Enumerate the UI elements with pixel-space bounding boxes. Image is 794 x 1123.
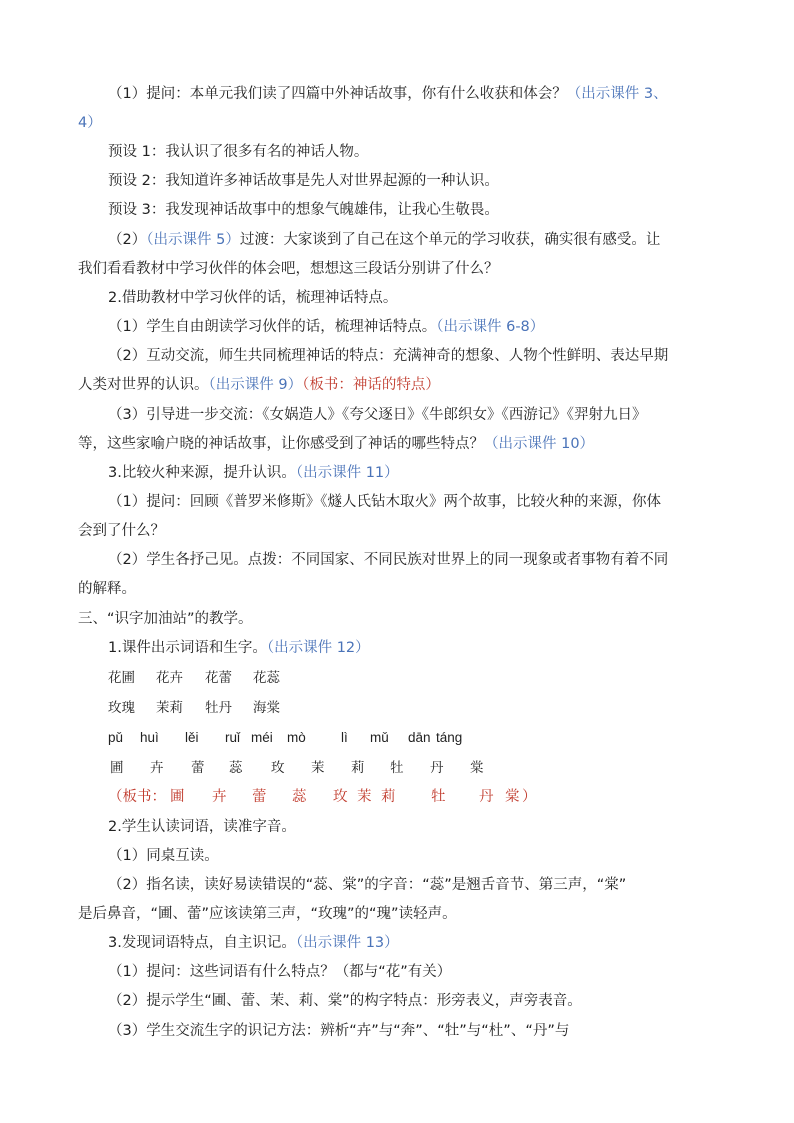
para-line: 的解释。 [78,581,136,597]
word: 茉莉 [156,700,183,716]
pinyin: méi [251,730,273,745]
courseware-ref: （出示课件 9） [208,377,303,393]
para-line: 我们看看教材中学习伙伴的体会吧，想想这三段话分别讲了什么？ [78,261,499,277]
char: 茉 [311,760,325,776]
board-note: （板书：神话的特点） [302,377,440,393]
pinyin: ruǐ [225,730,241,745]
pinyin: dān [408,730,431,745]
board-close: ） [522,789,537,805]
section-title: 三、“识字加油站”的教学。 [78,611,253,627]
word: 花蕾 [205,670,232,686]
para-line: （1）学生自由朗读学习伙伴的话，梳理神话特点。（出示课件 6-8） [108,319,545,335]
section-heading: 2.借助教材中学习伙伴的话，梳理神话特点。 [108,290,398,306]
courseware-ref: （出示课件 5） [146,232,240,248]
word: 花卉 [156,670,183,686]
char: 棠 [470,760,484,776]
board-char: 卉 [212,789,227,805]
board-char: 莉 [381,789,396,805]
char: 牡 [390,760,404,776]
para-line: 等，这些家喻户晓的神话故事，让你感受到了神话的哪些特点？（出示课件 10） [78,436,595,452]
para-line: （1）提问：这些词语有什么特点？（都与“花”有关） [108,964,452,980]
para-line: （2）（出示课件 5）过渡：大家谈到了自己在这个单元的学习收获，确实很有感受。让 [108,232,661,248]
para-line: 是后鼻音，“圃、蕾”应该读第三声，“玫瑰”的“瑰”读轻声。 [78,906,457,922]
char: 圃 [110,760,124,776]
word: 牡丹 [205,700,232,716]
para-line: （3）学生交流生字的识记方法：辨析“卉”与“奔”、“牡”与“杜”、“丹”与 [108,1023,570,1039]
char: 卉 [150,760,164,776]
section-heading: 1.课件出示词语和生字。（出示课件 12） [108,640,370,656]
para-line: （2）提示学生“圃、蕾、茉、莉、棠”的构字特点：形旁表义，声旁表音。 [108,993,582,1009]
courseware-ref: （出示课件 3、 [566,86,668,102]
char: 蕾 [191,760,205,776]
courseware-ref: 4） [78,115,102,131]
word: 玫瑰 [108,700,135,716]
para-line: （3）引导进一步交流：《女娲造人》《夸父逐日》《牛郎织女》《西游记》《羿射九日》 [108,407,647,423]
board-char: 玫 [333,789,348,805]
para-line: （2）互动交流，师生共同梳理神话的特点：充满神奇的想象、人物个性鲜明、表达早期 [108,348,669,364]
board-char: 茉 [357,789,372,805]
board-open: （板书： [108,789,166,805]
word: 花蕊 [253,670,280,686]
section-heading: 3.比较火种来源，提升认识。（出示课件 11） [108,465,399,481]
pinyin: lěi [185,730,199,745]
section-heading: 2.学生认读词语，读准字音。 [108,819,296,835]
board-char: 棠 [505,789,520,805]
char: 蕊 [229,760,243,776]
preset-2: 预设 2：我知道许多神话故事是先人对世界起源的一种认识。 [108,173,499,189]
preset-1: 预设 1：我认识了很多有名的神话人物。 [108,144,369,160]
courseware-ref: （出示课件 6-8） [436,319,545,335]
char: 玫 [271,760,285,776]
word: 花圃 [108,670,135,686]
courseware-ref: （出示课件 11） [295,465,399,481]
para-line: 人类对世界的认识。（出示课件 9）（板书：神话的特点） [78,377,440,393]
para-line: （2）指名读，读好易读错误的“蕊、棠”的字音：“蕊”是翘舌音节、第三声，“棠” [108,877,627,893]
board-char: 蕊 [292,789,307,805]
pinyin: lì [341,730,348,745]
board-char: 圃 [170,789,185,805]
pinyin: táng [436,730,463,745]
board-char: 牡 [431,789,446,805]
pinyin: pǔ [108,730,124,745]
pinyin: mǔ [370,730,389,745]
para-line: （1）提问：回顾《普罗米修斯》《燧人氏钻木取火》两个故事，比较火种的来源，你体 [108,494,661,510]
board-char: 蕾 [252,789,267,805]
para-line: （2）学生各抒己见。点拨：不同国家、不同民族对世界上的同一现象或者事物有着不同 [108,552,669,568]
char: 莉 [351,760,365,776]
courseware-ref: （出示课件 13） [295,935,399,951]
section-heading: 3.发现词语特点，自主识记。（出示课件 13） [108,935,399,951]
courseware-ref: （出示课件 10） [484,436,595,452]
board-char: 丹 [479,789,494,805]
char: 丹 [430,760,444,776]
pinyin: mò [287,730,306,745]
pinyin: huì [140,730,159,745]
courseware-ref: （出示课件 12） [266,640,370,656]
para-line: （1）提问：本单元我们读了四篇中外神话故事，你有什么收获和体会？（出示课件 3、 [108,86,668,102]
preset-3: 预设 3：我发现神话故事中的想象气魄雄伟，让我心生敬畏。 [108,202,499,218]
para-line: （1）同桌互读。 [108,848,219,864]
para-line: 会到了什么？ [78,523,165,539]
word: 海棠 [253,700,280,716]
